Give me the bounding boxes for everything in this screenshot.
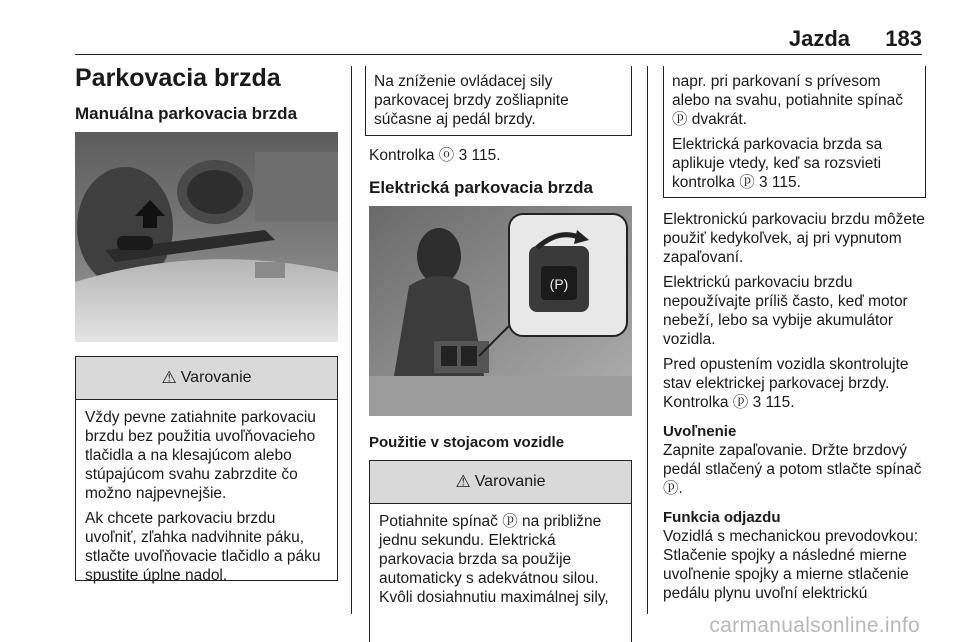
note-box-brake-force — [365, 66, 632, 136]
header-rule — [75, 54, 922, 55]
warning-text-1: Vždy pevne zatiahnite parkovaciu brzdu bez použitia uvoľňovacieho tlačidla a na klesajúcom alebo stúpajúcom svahu zabrzdite čo možno najpevnejšie. — [85, 409, 316, 502]
subtitle-manual-brake: Manuálna parkovacia brzda — [75, 104, 298, 123]
heading-drive-away: Funkcia odjazdu — [663, 509, 781, 526]
body-text-2: Elektrickú parkovaciu brzdu nepoužívajte príliš často, keď motor nebeží, lebo sa vybije akumulátor vozidla. — [663, 274, 908, 348]
body-text-4: Zapnite zapaľovanie. Držte brzdový pedál stlačený a potom stlačte spínač ⓟ. — [663, 442, 922, 497]
warning-text-2: Ak chcete parkovaciu brzdu uvoľniť, zľahka nadvihnite páku, stlačte uvoľňovacie tlačidlo a páku spustite úplne nadol. — [85, 510, 321, 584]
section-title: Jazda — [788, 26, 850, 51]
note-text-2: Elektrická parkovacia brzda sa aplikuje vtedy, keď sa rozsvieti kontrolka ⓟ 3 115. — [672, 136, 883, 191]
note-text-1: napr. pri parkovaní s prívesom alebo na svahu, potiahnite spínač ⓟ dvakrát. — [672, 73, 903, 128]
warning-title: Varovanie — [474, 473, 546, 490]
warning-box-manual — [75, 356, 338, 584]
warning-header — [76, 357, 337, 400]
page-title: Parkovacia brzda — [75, 64, 281, 92]
heading-electric-brake: Elektrická parkovacia brzda — [369, 178, 593, 197]
manual-brake-photo — [75, 132, 338, 342]
heading-stationary-use: Použitie v stojacom vozidle — [369, 434, 565, 451]
electric-brake-photo — [369, 206, 632, 416]
warning-box-electric — [369, 460, 632, 642]
svg-text:(P): (P) — [549, 276, 569, 292]
body-text-3: Pred opustením vozidla skontrolujte stav elektrickej parkovacej brzdy. Kontrolka ⓟ 3 115. — [663, 356, 909, 411]
kontrolka-ref: Kontrolka ⓞ 3 115. — [369, 147, 501, 164]
page-number: 183 — [885, 26, 922, 51]
page-header — [0, 0, 960, 60]
note-text: Na zníženie ovládacej sily parkovacej brzdy zošliapnite súčasne aj pedál brzdy. — [374, 73, 569, 128]
column-divider-1 — [351, 66, 352, 614]
heading-release: Uvoľnenie — [663, 423, 737, 440]
warning-triangle-icon: ⚠ — [161, 368, 177, 387]
watermark: carmanualsonline.info — [709, 614, 920, 637]
column-divider-2 — [647, 66, 648, 614]
warning-title: Varovanie — [180, 369, 252, 386]
body-text-1: Elektronickú parkovaciu brzdu môžete použiť kedykoľvek, aj pri vypnutom zapaľovaní. — [663, 211, 925, 266]
body-text-5: Vozidlá s mechanickou prevodovkou: Stlačenie spojky a následné mierne uvoľnenie spojky a mierne stlačenie pedálu plynu uvoľní elektrickú — [663, 528, 919, 602]
warning-header — [370, 461, 631, 504]
note-box-continued — [663, 66, 926, 198]
col3-body — [663, 210, 931, 603]
warning-text-1: Potiahnite spínač ⓟ na približne jednu sekundu. Elektrická parkovacia brzda sa použije automaticky s adekvátnou silou. Kvôli dosiahnutiu maximálnej sily, — [379, 513, 609, 606]
warning-triangle-icon: ⚠ — [455, 472, 471, 491]
